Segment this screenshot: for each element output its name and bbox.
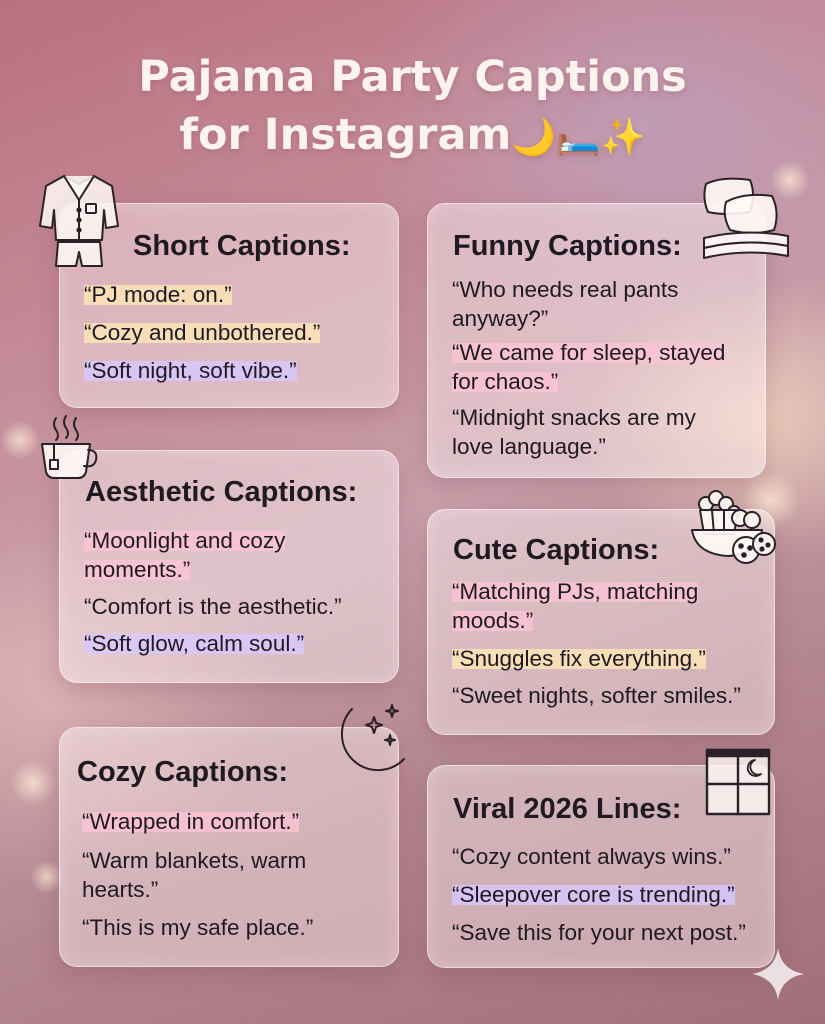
aesthetic-caption-1: “Moonlight and cozy moments.”	[84, 528, 286, 582]
cute-caption-3: “Sweet nights, softer smiles.”	[452, 683, 741, 708]
title-line-1: Pajama Party Captions	[138, 52, 687, 102]
title-emojis: 🌙🛏️✨	[511, 117, 646, 158]
aesthetic-captions-card	[59, 450, 399, 683]
aesthetic-caption-2: “Comfort is the aesthetic.”	[84, 594, 342, 619]
cute-caption-1: “Matching PJs, matching moods.”	[452, 579, 699, 633]
pajama-icon	[36, 170, 122, 270]
short-caption-1: “PJ mode: on.”	[84, 282, 232, 307]
funny-caption-3: “Midnight snacks are my love language.”	[452, 405, 696, 459]
cozy-captions-heading: Cozy Captions:	[77, 756, 289, 788]
cozy-caption-2: “Warm blankets, warm hearts.”	[82, 848, 307, 902]
bokeh-light	[10, 760, 56, 806]
viral-line-2: “Sleepover core is trending.”	[452, 882, 735, 907]
short-captions-heading: Short Captions:	[133, 230, 351, 262]
pillows-icon	[700, 172, 794, 268]
cozy-caption-3: “This is my safe place.”	[82, 915, 314, 940]
aesthetic-caption-3: “Soft glow, calm soul.”	[84, 631, 305, 656]
moon-stars-icon	[326, 697, 412, 783]
viral-line-1: “Cozy content always wins.”	[452, 844, 731, 869]
short-caption-3: “Soft night, soft vibe.”	[84, 358, 297, 383]
short-caption-2: “Cozy and unbothered.”	[84, 320, 321, 345]
popcorn-cookies-icon	[688, 488, 778, 574]
night-window-icon	[703, 746, 773, 818]
funny-caption-2: “We came for sleep, stayed for chaos.”	[452, 340, 726, 394]
funny-captions-heading: Funny Captions:	[453, 230, 682, 262]
aesthetic-captions-heading: Aesthetic Captions:	[85, 476, 358, 508]
sparkle-icon	[750, 946, 806, 1002]
viral-line-3: “Save this for your next post.”	[452, 920, 746, 945]
bokeh-light	[0, 420, 40, 460]
tea-cup-icon	[38, 414, 100, 484]
cute-caption-2: “Snuggles fix everything.”	[452, 646, 706, 671]
title-line-2-text: for Instagram	[179, 110, 512, 160]
title-line-2	[0, 106, 825, 167]
cozy-caption-1: “Wrapped in comfort.”	[82, 809, 300, 834]
viral-lines-heading: Viral 2026 Lines:	[453, 793, 682, 825]
funny-caption-1: “Who needs real pants anyway?”	[452, 277, 679, 331]
cute-captions-heading: Cute Captions:	[453, 534, 660, 566]
page-title	[0, 48, 825, 167]
